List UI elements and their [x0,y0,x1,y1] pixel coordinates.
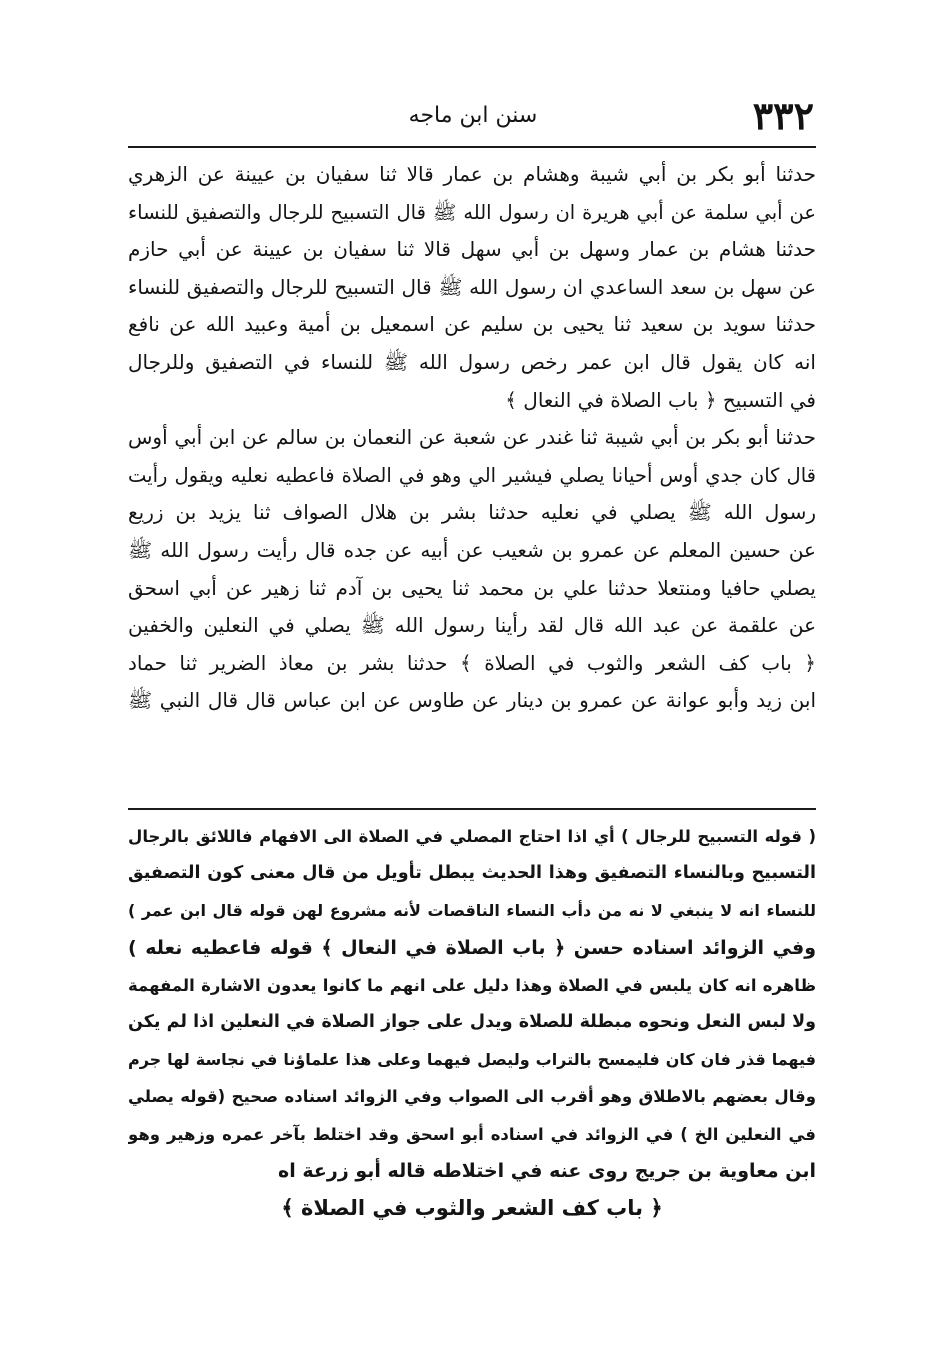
note-line: ابن معاوية بن جريج روى عنه في اختلاطه قاله أبو زرعة اه [278,1159,816,1182]
text-line: عن سهل بن سعد الساعدي ان رسول الله ﷺ قال التسبيح للرجال والتصفيق للنساء [128,274,816,299]
text-line: حدثنا أبو بكر بن أبي شيبة ثنا غندر عن شعبة عن النعمان بن سالم عن ابن أبي أوس [128,425,816,450]
text-line: يصلي حافيا ومنتعلا حدثنا علي بن محمد ثنا يحيى بن آدم ثنا زهير عن أبي اسحق [128,575,816,600]
text-line: عن أبي سلمة عن أبي هريرة ان رسول الله ﷺ قال التسبيح للرجال والتصفيق للنساء [128,200,816,224]
header-rule [128,146,816,148]
main-hadith-text [128,156,816,720]
text-line: حدثنا سويد بن سعيد ثنا يحيى بن سليم عن اسمعيل بن أمية وعبيد الله عن نافع [128,312,816,337]
chapter-heading-line: ﴿ باب كف الشعر والثوب في الصلاة ﴾ حدثنا بشر بن معاذ الضرير ثنا حماد [128,650,816,675]
chapter-heading-line: في التسبيح ﴿ باب الصلاة في النعال ﴾ [505,387,816,412]
text-line: قال كان جدي أوس أحيانا يصلي فيشير الي وهو في الصلاة فاعطيه نعليه ويقول رأيت [128,463,816,487]
text-line: حدثنا هشام بن عمار وسهل بن أبي سهل قالا ثنا سفيان بن عيينة عن أبي حازم [128,237,816,262]
note-line: فيهما قذر فان كان فليمسح بالتراب وليصل فيهما وعلى هذا علماؤنا في نجاسة لها جرم [128,1050,816,1070]
note-line: وفي الزوائد اسناده حسن ﴿ باب الصلاة في النعال ﴾ قوله فاعطيه نعله ) [128,936,816,959]
note-line: في النعلين الخ ) في الزوائد في اسناده أبو اسحق وقد اختلط بآخر عمره وزهير وهو [128,1124,816,1144]
chapter-heading-line: ﴿ باب كف الشعر والثوب في الصلاة ﴾ [281,1195,663,1220]
note-line: وقال بعضهم بالاطلاق وهو أقرب الى الصواب وفي الزوائد اسناده صحيح (قوله يصلي [128,1087,816,1107]
note-line: التسبيح وبالنساء التصفيق وهذا الحديث يبطل تأويل من قال معنى كون التصفيق [128,863,816,884]
note-line: ظاهره انه كان يلبس في الصلاة وهذا دليل على انهم ما كانوا يعدون الاشارة المفهمة [128,975,816,995]
commentary-notes [128,818,816,1227]
text-line: رسول الله ﷺ يصلي في نعليه حدثنا بشر بن هلال الصواف ثنا يزيد بن زريع [128,500,816,525]
text-line: انه كان يقول قال ابن عمر رخص رسول الله ﷺ للنساء في التصفيق وللرجال [128,349,816,374]
text-line: ابن زيد وأبو عوانة عن عمرو بن دينار عن طاوس عن ابن عباس قال قال النبي ﷺ [128,688,816,713]
footnote-separator [128,808,816,810]
page-header [128,88,818,144]
running-title: سنن ابن ماجه [408,103,538,128]
note-line: ولا لبس النعل ونحوه مبطلة للصلاة ويدل على جواز الصلاة في النعلين اذا لم يكن [128,1011,816,1032]
text-line: عن علقمة عن عبد الله قال لقد رأينا رسول الله ﷺ يصلي في النعلين والخفين [128,613,816,638]
text-line: عن حسين المعلم عن عمرو بن شعيب عن أبيه عن جده قال رأيت رسول الله ﷺ [128,537,816,562]
text-line: حدثنا أبو بكر بن أبي شيبة وهشام بن عمار قالا ثنا سفيان بن عيينة عن الزهري [128,162,816,186]
note-line: للنساء انه لا ينبغي لا نه من دأب النساء الناقصات لأنه مشروع لهن قوله قال ابن عمر ) [128,901,816,921]
note-line: ( قوله التسبيح للرجال ) أي اذا احتاج المصلي في الصلاة الى الافهام فاللائق بالرجال [128,827,816,846]
page-number: ٣٣٢ [752,93,814,138]
